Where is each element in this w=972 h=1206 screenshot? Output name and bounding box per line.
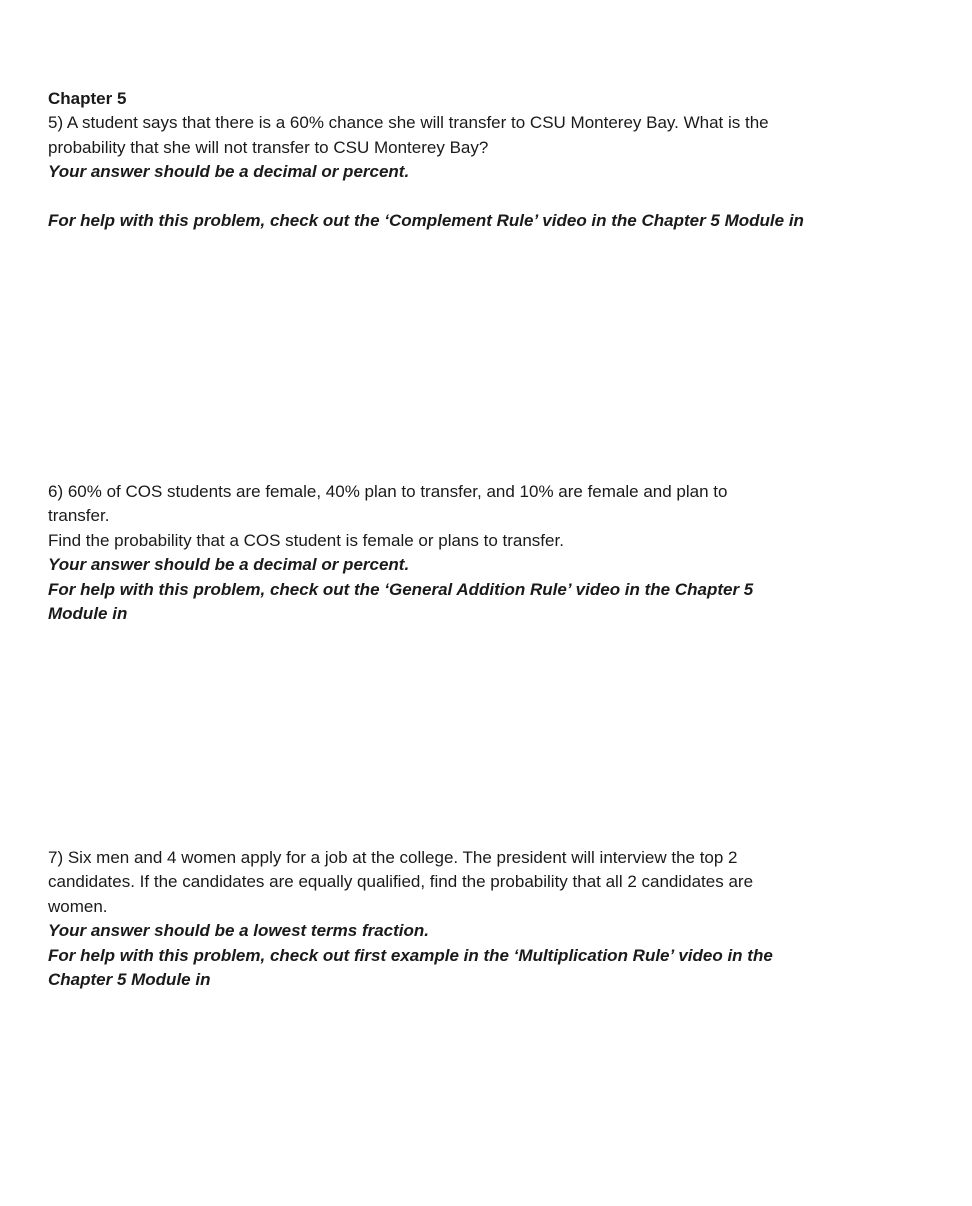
question-6-block bbox=[48, 480, 848, 626]
question-7-block bbox=[48, 846, 848, 992]
spacer bbox=[48, 185, 848, 209]
question-7-text-line-1: 7) Six men and 4 women apply for a job at the college. The president will interview the top 2 bbox=[48, 848, 738, 867]
question-7-text-line-3: women. bbox=[48, 896, 108, 916]
question-7-help-line-2: Chapter 5 Module in bbox=[48, 970, 211, 990]
question-7-answer-format: Your answer should be a lowest terms fraction. bbox=[48, 921, 430, 941]
question-6-text-line-3: Find the probability that a COS student is female or plans to transfer. bbox=[48, 530, 564, 550]
question-6-text-line-1: 6) 60% of COS students are female, 40% plan to transfer, and 10% are female and plan to bbox=[48, 482, 728, 501]
question-6-help-line-2: Module in bbox=[48, 604, 128, 624]
question-7-help-line-1: For help with this problem, check out first example in the ‘Multiplication Rule’ video in the bbox=[48, 945, 773, 965]
question-6-answer-format: Your answer should be a decimal or percent. bbox=[48, 555, 410, 575]
question-5-answer-format: Your answer should be a decimal or percent. bbox=[48, 162, 410, 182]
question-6-help-line-1: For help with this problem, check out the ‘General Addition Rule’ video in the Chapter 5 bbox=[48, 579, 754, 599]
question-6-text-line-2: transfer. bbox=[48, 506, 110, 526]
question-5-text-line-1: 5) A student says that there is a 60% chance she will transfer to CSU Monterey Bay. What is the bbox=[48, 113, 769, 133]
question-5-block bbox=[48, 87, 848, 233]
question-5-text-line-2: probability that she will not transfer to CSU Monterey Bay? bbox=[48, 137, 489, 157]
question-7-text-line-2: candidates. If the candidates are equally qualified, find the probability that all 2 candidates are bbox=[48, 872, 754, 892]
question-5-help-line-1: For help with this problem, check out the ‘Complement Rule’ video in the Chapter 5 Module in bbox=[48, 211, 804, 231]
chapter-title: Chapter 5 bbox=[48, 89, 127, 108]
